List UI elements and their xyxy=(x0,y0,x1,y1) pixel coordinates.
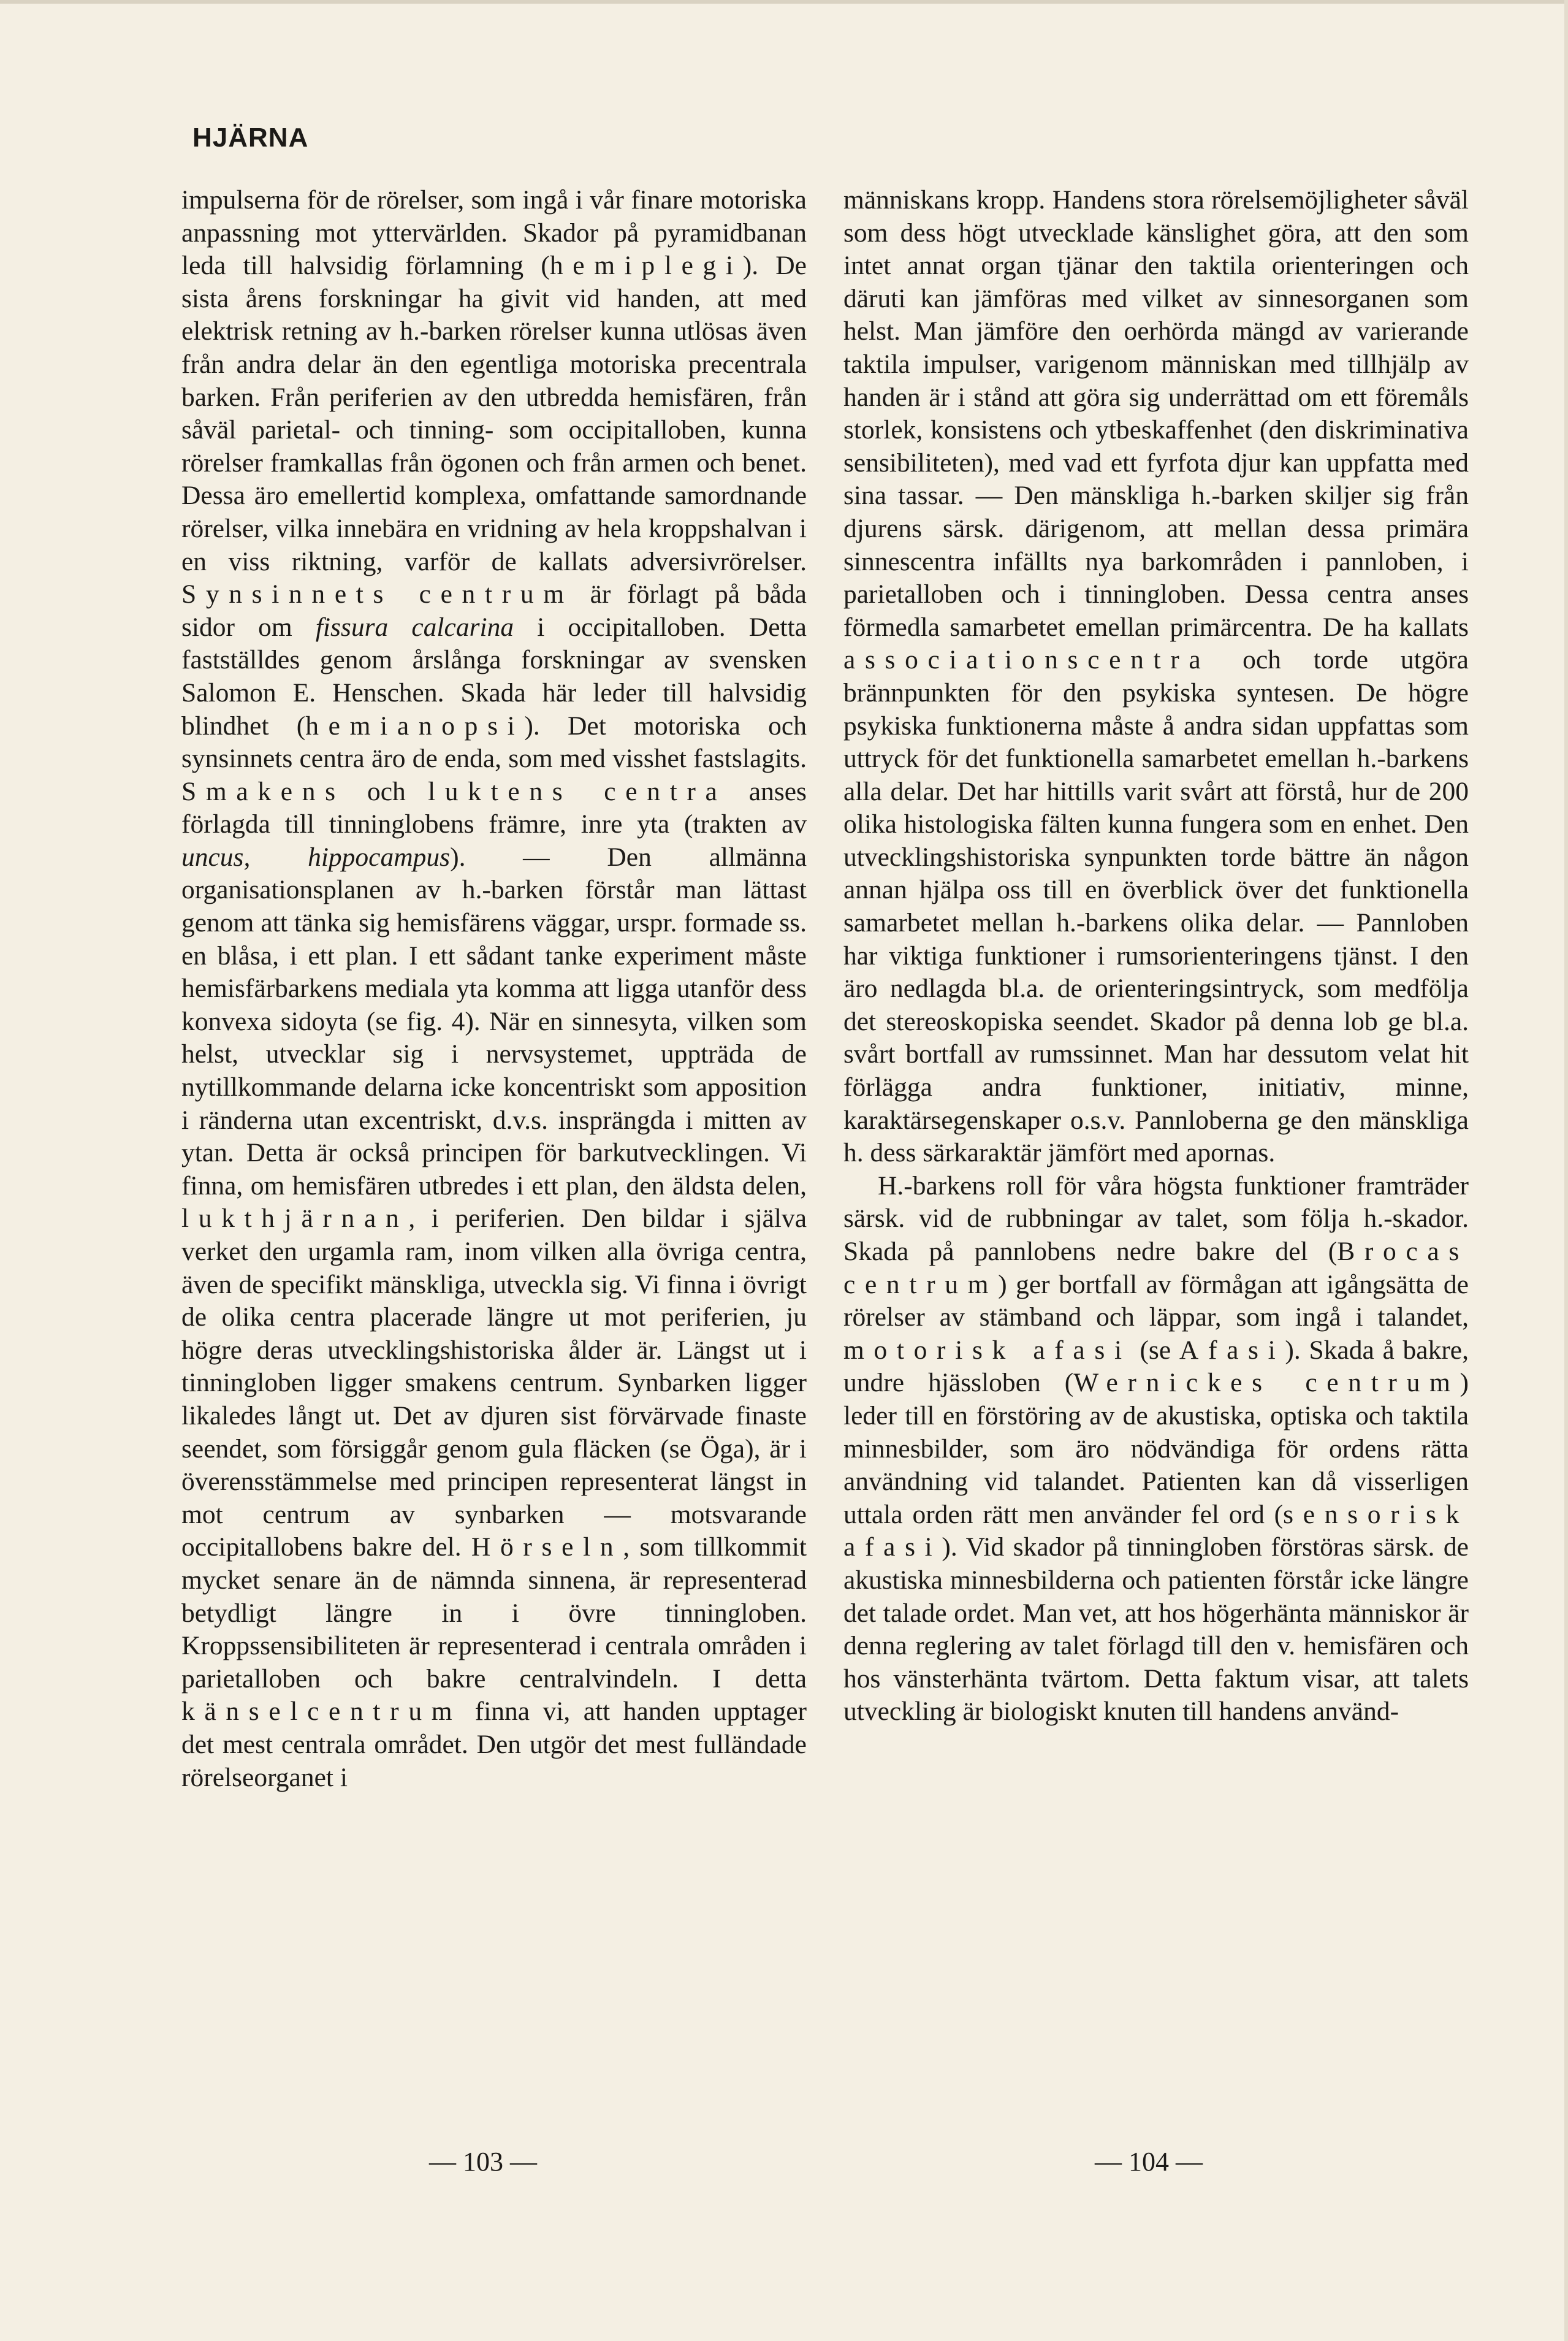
spaced-term: Wernickes centrum xyxy=(1073,1368,1460,1398)
spaced-term: sensorisk afasi xyxy=(843,1499,1469,1562)
text-run: impulserna för de rörelser, som ingå i vår finare motoriska anpassning mot yttervärlden. Skador på pyramidbanan leda till halvsidig förlamning ( xyxy=(181,185,807,281)
text-run: (se xyxy=(1131,1335,1179,1365)
spaced-term: associationscentra xyxy=(843,645,1211,675)
right-paragraph-1 xyxy=(843,184,1469,1170)
text-run: H.-barkens roll för våra högsta funktioner framträder särsk. vid de rubbningar av talet, som följa h.-skador. Skada på pannlobens nedre bakre del ( xyxy=(843,1170,1469,1266)
spaced-term: motorisk afasi xyxy=(843,1335,1132,1365)
running-head: HJÄRNA xyxy=(192,123,309,153)
text-run: , som tillkommit mycket senare än de nämnda sinnena, är representerad betydligt längre in i övre tinningloben. Kroppssensibiliteten är representerad i centrala områden i parietalloben och bakre centralvindeln. I detta xyxy=(181,1532,807,1694)
page-right-edge xyxy=(1564,0,1568,2341)
spaced-term: Synsinnets centrum xyxy=(181,579,574,609)
text-run: ) ger bortfall av förmågan att igångsätta de rörelser av stämband och läppar, som ingå i talandet, xyxy=(843,1269,1469,1332)
right-paragraph-2 xyxy=(843,1170,1469,1728)
spaced-term: luktens centra xyxy=(428,776,727,806)
right-column xyxy=(843,184,1469,1728)
spaced-term: känselcentrum xyxy=(181,1697,462,1727)
spaced-term: Smakens xyxy=(181,776,345,806)
text-run: och torde utgöra brännpunkten för den psykiska syntesen. De högre psykiska funktionerna måste å andra sidan uppfattas som uttryck för det funktionella samarbetet emellan h.-barkens alla delar. Det har hittills varit svårt att förstå, hur de 200 olika histologiska fälten kunna fungera som en enhet. Den utvecklingshistoriska synpunkten torde bättre än någon annan hjälpa oss till en överblick över det funktionella samarbetet mellan h.-barkens olika delar. — Pannloben har viktiga funktioner i rumsorienteringens tjänst. I den äro nedlagda bl.a. de orienteringsintryck, som medfölja det stereoskopiska seendet. Skador på denna lob ge bl.a. svårt bortfall av rumssinnet. Man har dessutom velat hit förlägga andra funktioner, initiativ, minne, karaktärsegenskaper o.s.v. Pannloberna ge den mänskliga h. dess särkaraktär jämfört med apornas. xyxy=(843,645,1469,1168)
page-number-right: — 104 — xyxy=(1095,2147,1203,2177)
italic-term: fissura calcarina xyxy=(315,612,514,642)
spaced-term: hemianopsi xyxy=(305,711,525,741)
text-run: människans kropp. Handens stora rörelsemöjligheter såväl som dess högt utvecklade känslighet göra, att den som intet annat organ tjänar den taktila orienteringen och däruti kan jämföras med vilket av sinnesorganen som helst. Man jämföre den oerhörda mängd av varierande taktila impulser, varigenom människan med tillhjälp av handen är i stånd att göra sig underrättad om ett föremåls storlek, konsistens och ytbeskaffenhet (den diskriminativa sensibiliteten), med vad ett fyrfota djur kan uppfatta med sina tassar. — Den mänskliga h.-barken skiljer sig från djurens särsk. därigenom, att mellan dessa primära sinnescentra infällts nya barkområden i pannloben, i parietalloben och i tinningloben. Dessa centra anses förmedla samarbetet emellan primärcentra. De ha kallats xyxy=(843,185,1469,642)
text-run: , i periferien. Den bildar i själva verket den urgamla ram, inom vilken alla övriga centra, även de specifikt mänskliga, utveckla sig. Vi finna i övrigt de olika centra placerade längre ut mot periferien, ju högre deras utvecklingshistoriska ålder är. Längst ut i tinningloben ligger smakens centrum. Synbarken ligger likaledes långt ut. Det av djuren sist förvärvade finaste seendet, som försiggår genom gula fläcken (se Öga), är i överensstämmelse med principen representerat längst in mot centrum av synbarken — motsvarande occipitallobens bakre del. xyxy=(181,1204,807,1562)
text-run: i occipitalloben. Detta fastställdes genom årslånga forskningar av svensken Salomon E. Henschen. Skada här leder till halvsidig blindhet ( xyxy=(181,612,807,741)
text-run: ). — Den allmänna organisationsplanen av h.-barken förstår man lättast genom att tänka sig hemisfärens väggar, urspr. formade ss. en blåsa, i ett plan. I ett sådant tanke experiment måste hemisfärbarkens mediala yta komma att ligga utanför dess konvexa sidoyta (se fig. 4). När en sinnesyta, vilken som helst, utvecklar sig i nervsystemet, uppträda de nytillkommande delarna icke koncentriskt som apposition i ränderna utan excentriskt, d.v.s. insprängda i mitten av ytan. Detta är också principen för barkutvecklingen. Vi finna, om hemisfären utbredes i ett plan, den äldsta delen, xyxy=(181,842,807,1201)
text-run: ). De sista årens forskningar ha givit vid handen, att med elektrisk retning av h.-barken rörelser kunna utlösas även från andra delar än den egentliga motoriska precentrala barken. Från periferien av den utbredda hemisfären, från såväl parietal- och tinning- som occipitalloben, kunna rörelser framkallas från ögonen och från armen och benet. Dessa äro emellertid komplexa, omfattande samordnande rörelser, vilka innebära en vridning av hela kroppshalvan i en viss riktning, varför de kallats adversivrörelser. xyxy=(181,251,807,576)
text-run: anses förlagda till tinninglobens främre, inre yta (trakten av xyxy=(181,776,807,839)
italic-term: uncus, hippocampus xyxy=(181,842,451,872)
spaced-term: hemiplegi xyxy=(549,251,743,281)
page-top-edge xyxy=(0,0,1568,4)
spaced-term: lukthjärnan xyxy=(181,1204,409,1234)
spaced-term: Brocas centrum xyxy=(843,1237,1469,1299)
text-run: ) leder till en förstöring av de akustiska, optiska och taktila minnesbilder, som äro nödvändiga för ordens rätta användning vid talandet. Patienten kan då visserligen uttala orden rätt men använder fel ord ( xyxy=(843,1368,1469,1529)
text-run: är förlagt på båda sidor om xyxy=(181,579,807,642)
left-paragraph-1 xyxy=(181,184,807,1794)
left-column xyxy=(181,184,807,1794)
page-number-left: — 103 — xyxy=(429,2147,537,2177)
text-run: ). Skada å bakre, undre hjässloben ( xyxy=(843,1335,1469,1398)
text-run: ). Det motoriska och synsinnets centra äro de enda, som med visshet fastslagits. xyxy=(181,711,807,774)
text-run: och xyxy=(344,776,428,806)
spaced-term: Afasi xyxy=(1179,1335,1285,1365)
text-run: ). Vid skador på tinningloben förstöras särsk. de akustiska minnesbilderna och patienten förstår icke längre det talade ordet. Man vet, att hos högerhänta människor är denna reglering av talet förlagd till den v. hemisfären och hos vänsterhänta tvärtom. Detta faktum visar, att talets utveckling är biologiskt knuten till handens använd- xyxy=(843,1532,1469,1727)
text-run: finna vi, att handen upptager det mest centrala området. Den utgör det mest fulländade rörelseorganet i xyxy=(181,1697,807,1792)
spaced-term: Hörseln xyxy=(471,1532,623,1562)
